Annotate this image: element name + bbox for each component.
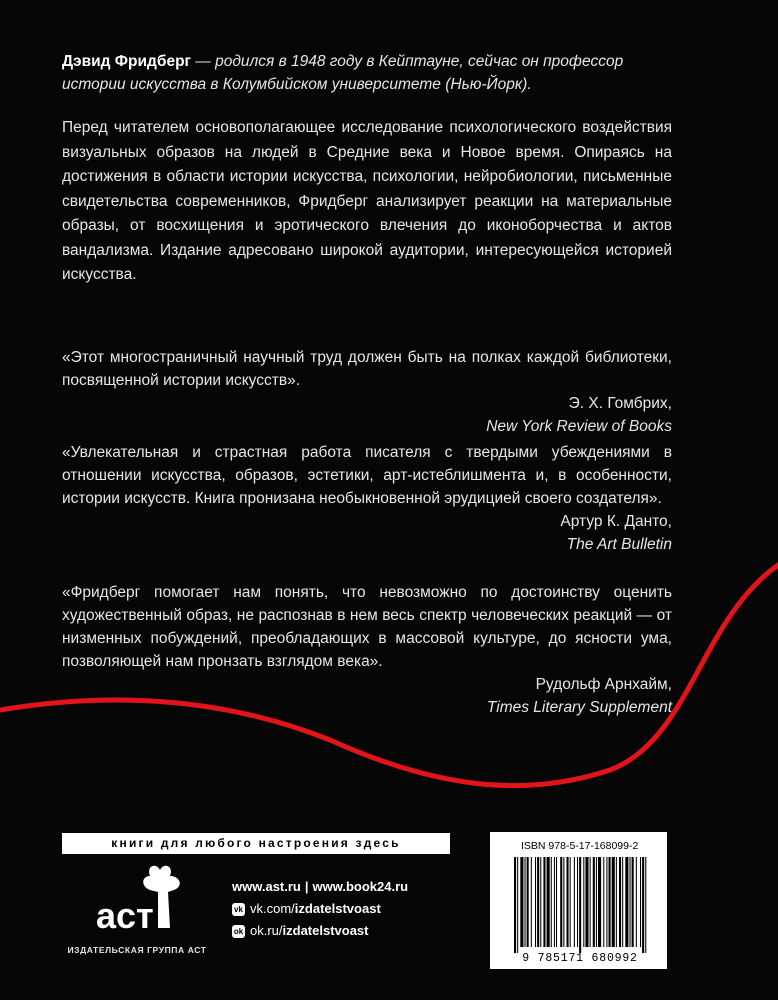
vk-icon: vk [232,903,245,916]
barcode-bar [609,857,611,947]
barcode-bar [560,857,562,947]
barcode-bar [525,857,526,947]
quote-source: Times Literary Supplement [486,699,672,716]
barcode-bar [603,857,604,947]
barcode-bar [585,857,588,947]
isbn-barcode [490,832,667,969]
quote-author: Артур К. Данто, [560,513,672,530]
vk-link[interactable]: vk vk.com/ izdatelstvoast [232,898,408,920]
review-quote [62,346,672,438]
barcode-bar [579,857,581,953]
barcode-bar [554,857,555,947]
quote-text: «Увлекательная и страстная работа писателя с твердыми убеждениями в отношении искусства, образов, эстетики, арт-истеблишмента и, в особенности, истории искусств. Книга пронизана необыкновенной эрудицией своего создателя». [62,444,672,507]
barcode-bar [625,857,628,947]
barcode-bar [583,857,584,947]
barcode-bar [537,857,539,947]
barcode-bar [622,857,623,947]
author-name: Дэвид Фридберг [62,53,191,70]
barcode-bar [574,857,575,947]
site-link-ast[interactable]: www.ast.ru [232,879,301,894]
publisher-name: ИЗДАТЕЛЬСКАЯ ГРУППА АСТ [67,945,207,955]
barcode-digits: 9 785171 680992 [522,952,638,965]
barcode-bar [606,857,607,947]
quote-text: «Фридберг помогает нам понять, что невозможно по достоинству оценить художественный образ, не распознав в нем весь спектр человеческих реакций — от низменных побуждений, преобладающих в массовой культуре, до ясности ума, позволяющей нам пронзать взглядом века». [62,584,672,670]
quote-source: The Art Bulletin [566,536,672,553]
barcode-bar [596,857,597,947]
barcode-bar [514,857,516,953]
barcode-bar [598,857,601,947]
barcode-bar [517,857,518,953]
quote-source: New York Review of Books [486,418,672,435]
logo-text: аст [96,895,154,936]
barcode-bar [527,857,529,947]
barcode-bar [642,857,644,953]
barcode-bar [636,857,637,947]
barcode-bar [535,857,536,947]
author-bio [62,50,672,96]
review-quote [62,441,672,556]
author-bio-text: — родился в 1948 году в Кейптауне, сейчас он профессор истории искусства в Колумбийском университете (Нью-Йорк). [62,53,624,93]
isbn-number: ISBN 978-5-17-168099-2 [521,840,639,852]
barcode-bar [543,857,545,947]
odnoklassniki-icon: ok [233,926,244,936]
barcode-bar [567,857,569,947]
barcode-bar [640,857,641,947]
quote-author: Э. Х. Гомбрих, [568,395,672,412]
barcode-bar [556,857,557,947]
barcode-bar [645,857,646,953]
barcode-bar [570,857,571,947]
quote-text: «Этот многостраничный научный труд должен быть на полках каждой библиотеки, посвященной истории искусств». [62,349,672,389]
link-separator: | [304,879,309,894]
book-description: Перед читателем основополагающее исследование психологического воздействия визуальных образов на людей в Средние века и Новое время. Опираясь на достижения в области истории искусства, психологии, нейробиологии, письменные свидетельства современников, Фридберг анализирует реакции на материальные образы, от восхищения и эротического влечения до иконоборчества и актов вандализма. Издание адресовано широкой аудитории, интересующейся историей искусства. [62,119,672,283]
barcode-bar [619,857,621,947]
barcode-bar [547,857,550,947]
barcode-bar [520,857,523,947]
publisher-tagline: книги для любого настроения здесь [62,833,450,854]
barcode-bar [590,857,591,947]
barcode-bar [612,857,615,947]
barcode-bars [512,857,648,953]
site-link-book24[interactable]: www.book24.ru [312,879,409,894]
ok-link[interactable]: ok ok.ru/ izdatelstvoast [233,923,369,938]
quote-author: Рудольф Арнхайм, [535,676,672,693]
barcode-bar [630,857,631,947]
publisher-links [232,876,408,942]
barcode-bar [632,857,634,947]
barcode-bar [563,857,564,947]
barcode-bar [540,857,541,947]
barcode-bar [593,857,595,947]
ast-logo [88,862,188,942]
barcode-bar [531,857,532,947]
barcode-bar [551,857,552,947]
review-quote [62,581,672,719]
barcode-bar [616,857,617,947]
barcode-bar [577,857,578,947]
